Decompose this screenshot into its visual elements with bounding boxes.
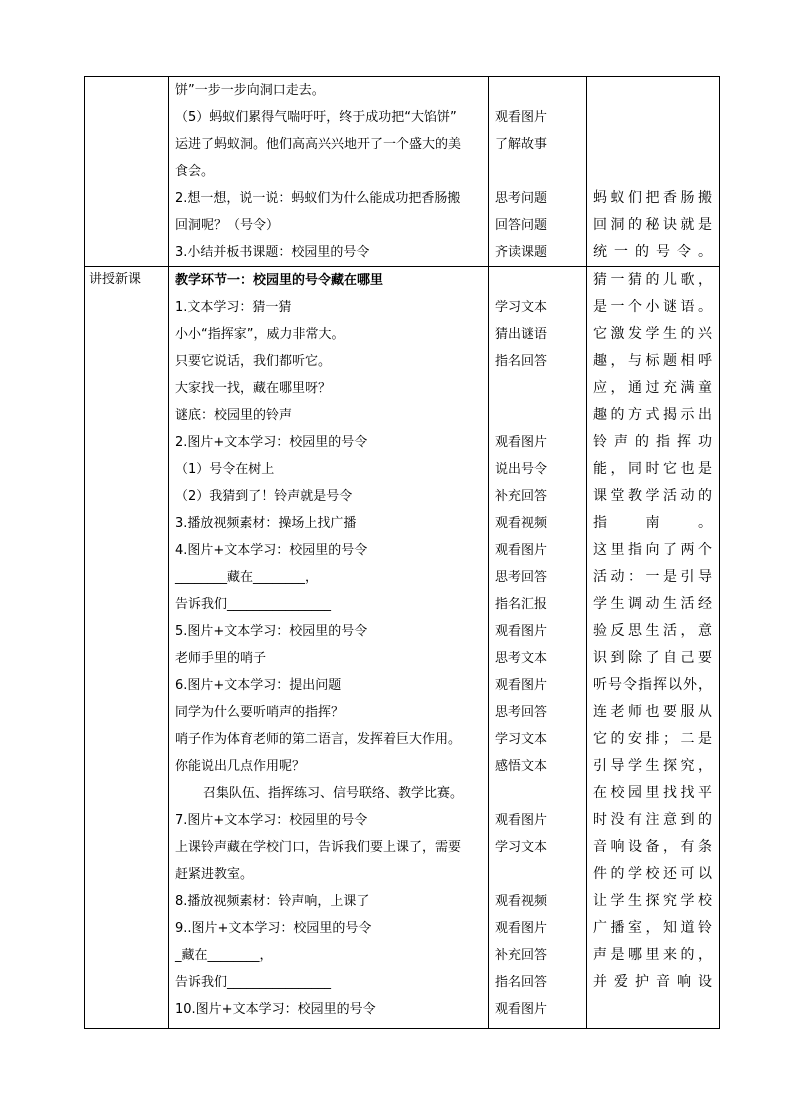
content-line: 食会。: [175, 164, 215, 179]
purpose-line: 学生调动生活经: [593, 596, 713, 612]
methods-line: 感悟文本: [495, 759, 548, 774]
purpose-line: 声是哪里来的，: [593, 947, 713, 963]
methods-line: [495, 77, 582, 104]
purpose-line: [593, 77, 713, 104]
purpose-line: 验反思生活，意: [593, 623, 713, 639]
methods-line: 思考回答: [495, 570, 548, 585]
purpose-line: 活动：一是引导: [593, 569, 713, 585]
purpose-line: 引导学生探究，: [593, 758, 713, 774]
content-line: 10.图片+文本学习：校园里的号令: [175, 1002, 376, 1017]
purpose-line: 猜一猜的儿歌，: [593, 272, 713, 288]
methods-line: 补充回答: [495, 948, 548, 963]
content-line: 告诉我们________________: [175, 975, 332, 990]
methods-cell: [489, 77, 587, 267]
purpose-line: 在校园里找找平: [593, 785, 713, 801]
content-cell: [169, 77, 489, 267]
methods-line: 回答问题: [495, 218, 548, 233]
methods-line: [495, 158, 582, 185]
content-line: 2.想一想，说一说：蚂蚁们为什么能成功把香肠搬: [175, 191, 461, 206]
content-line: 小小“指挥家”，威力非常大。: [175, 327, 345, 342]
methods-line: 指名回答: [495, 354, 548, 369]
purpose-line: 件的学校还可以: [593, 866, 713, 882]
content-line: 赶紧进教室。: [175, 867, 254, 882]
content-line: 运进了蚂蚁洞。他们高高兴兴地开了一个盛大的美: [175, 137, 462, 152]
purpose-line: [593, 131, 713, 158]
methods-line: 了解故事: [495, 137, 548, 152]
content-line: 7.图片+文本学习：校园里的号令: [175, 813, 368, 828]
content-line: 你能说出几点作用呢？: [175, 759, 306, 774]
methods-line: [495, 267, 582, 294]
methods-line: 观看图片: [495, 435, 548, 450]
stage-label: [85, 77, 168, 80]
content-line: 回洞呢？（号令）: [175, 218, 280, 233]
methods-line: [495, 861, 582, 888]
purpose-line: 趣的方式揭示出: [593, 407, 713, 423]
methods-line: 思考文本: [495, 651, 548, 666]
content-line: ________藏在________，: [175, 570, 319, 585]
content-line: 同学为什么要听哨声的指挥？: [175, 705, 345, 720]
purpose-line: 应，通过充满童: [593, 380, 713, 396]
methods-line: [495, 402, 582, 429]
methods-line: 观看图片: [495, 543, 548, 558]
purpose-line: 蚂蚁们把香肠搬: [593, 190, 713, 206]
content-cell: [169, 267, 489, 1029]
purpose-line: 音响设备，有条: [593, 839, 713, 855]
content-line: 大家找一找，藏在哪里呀？: [175, 381, 332, 396]
purpose-line: 让学生探究学校: [593, 893, 713, 909]
stage-label-cell: [85, 77, 169, 267]
purpose-line: 这里指向了两个: [593, 542, 713, 558]
purpose-line: 课堂教学活动的: [593, 488, 713, 504]
methods-line: 观看图片: [495, 813, 548, 828]
methods-line: 学习文本: [495, 732, 548, 747]
methods-line: 观看图片: [495, 624, 548, 639]
methods-line: 观看图片: [495, 921, 548, 936]
methods-line: 指名回答: [495, 975, 548, 990]
purpose-line: 它激发学生的兴: [593, 326, 713, 342]
methods-line: 观看图片: [495, 1002, 548, 1017]
methods-text: [489, 267, 586, 1023]
content-line: 1.文本学习：猜一猜: [175, 300, 292, 315]
purpose-line: 回洞的秘诀就是: [593, 217, 713, 233]
methods-line: 思考回答: [495, 705, 548, 720]
content-line: 告诉我们________________: [175, 597, 332, 612]
methods-line: 观看图片: [495, 110, 548, 125]
methods-line: [495, 375, 582, 402]
content-line: 4.图片+文本学习：校园里的号令: [175, 543, 368, 558]
content-line: _藏在________，: [175, 948, 273, 963]
content-line: 6.图片+文本学习：提出问题: [175, 678, 342, 693]
content-line: 只要它说话，我们都听它。: [175, 354, 332, 369]
methods-line: 观看视频: [495, 894, 548, 909]
content-line: （2）我猜到了！铃声就是号令: [175, 489, 353, 504]
content-line: 哨子作为体育老师的第二语言，发挥着巨大作用。: [175, 732, 462, 747]
purpose-line: 听号令指挥以外，: [593, 677, 713, 693]
methods-line: 学习文本: [495, 840, 548, 855]
purpose-line: 它的安排；二是: [593, 731, 713, 747]
purpose-line: 广播室，知道铃: [593, 920, 713, 936]
methods-line: 观看视频: [495, 516, 548, 531]
lesson-plan-table: [84, 76, 720, 1029]
purpose-line: [593, 158, 713, 185]
methods-line: 观看图片: [495, 678, 548, 693]
stage-label: 讲授新课: [89, 272, 142, 287]
content-line: 3.小结并板书课题：校园里的号令: [175, 245, 370, 260]
methods-line: 说出号令: [495, 462, 548, 477]
content-line: 召集队伍、指挥练习、信号联络、教学比赛。: [203, 786, 464, 801]
methods-line: [495, 780, 582, 807]
purpose-line: 指南。: [593, 515, 713, 531]
content-line: 老师手里的哨子: [175, 651, 267, 666]
content-line: 教学环节一：校园里的号令藏在哪里: [175, 273, 384, 288]
purpose-text: [587, 267, 719, 996]
table-row: [85, 267, 720, 1029]
purpose-line: 是一个小谜语。: [593, 299, 713, 315]
content-text: [169, 77, 488, 266]
content-line: 饼”一步一步向洞口走去。: [175, 83, 325, 98]
purpose-line: 统一的号令。: [593, 244, 713, 260]
content-line: （1）号令在树上: [175, 462, 275, 477]
methods-text: [489, 77, 586, 266]
purpose-cell: [587, 77, 720, 267]
content-line: 3.播放视频素材：操场上找广播: [175, 516, 357, 531]
content-line: 5.图片+文本学习：校园里的号令: [175, 624, 368, 639]
purpose-line: 趣，与标题相呼: [593, 353, 713, 369]
methods-cell: [489, 267, 587, 1029]
purpose-line: 并爱护音响设: [593, 974, 713, 990]
purpose-line: 能，同时它也是: [593, 461, 713, 477]
purpose-line: 连老师也要服从: [593, 704, 713, 720]
methods-line: 思考问题: [495, 191, 548, 206]
content-text: [169, 267, 488, 1023]
purpose-line: 识到除了自己要: [593, 650, 713, 666]
content-line: 9..图片+文本学习：校园里的号令: [175, 921, 372, 936]
purpose-text: [587, 77, 719, 266]
purpose-line: [593, 104, 713, 131]
content-line: 2.图片+文本学习：校园里的号令: [175, 435, 368, 450]
content-line: 上课铃声藏在学校门口，告诉我们要上课了，需要: [175, 840, 462, 855]
methods-line: 猜出谜语: [495, 327, 548, 342]
methods-line: 齐读课题: [495, 245, 548, 260]
purpose-line: 铃声的指挥功: [593, 434, 713, 450]
content-line: 8.播放视频素材：铃声响，上课了: [175, 894, 370, 909]
content-line: （5）蚂蚁们累得气喘吁吁，终于成功把“大馅饼”: [175, 110, 457, 125]
content-line: 谜底：校园里的铃声: [175, 408, 293, 423]
stage-label-cell: [85, 267, 169, 1029]
purpose-cell: [587, 267, 720, 1029]
methods-line: 指名汇报: [495, 597, 548, 612]
table-row: [85, 77, 720, 267]
methods-line: 学习文本: [495, 300, 548, 315]
purpose-line: 时没有注意到的: [593, 812, 713, 828]
methods-line: 补充回答: [495, 489, 548, 504]
